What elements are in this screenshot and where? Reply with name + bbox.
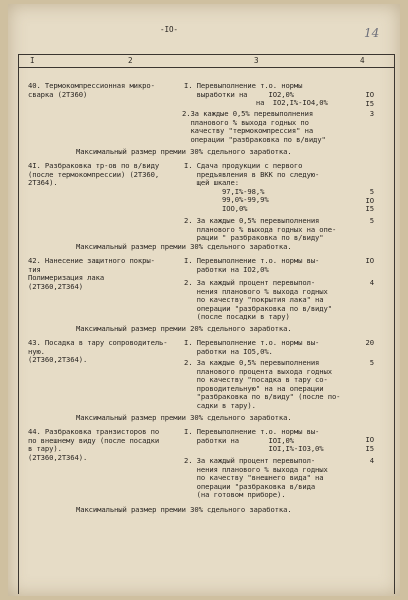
header-bottom-rule [18, 67, 394, 68]
item-41-condition-1: I. Сдача продукции с первого предъявления в ВКК по следую- щей шкале: 97,I%-98,% 99,0%-99,9% IOO,0% [184, 161, 320, 213]
item-40-value-1: IO I5 [365, 90, 374, 108]
item-44-max-premium: Максимальный размер премии 30% сдельного заработка. [76, 505, 292, 514]
item-42-condition-2: 2. За каждый процент перевыпол- нения планового % выхода годных по качеству "покрытия лака" на операции "разбраковка по в/виду" (после посадки в тару) [184, 278, 332, 322]
item-42-max-premium: Максимальный размер премии 20% сдельного заработка. [76, 324, 292, 333]
item-40-condition-2: 2.За каждые 0,5% перевыполнения планового % выхода годных по качеству "термокомпрессия" на операции "разбраковка по в/виду" [182, 109, 326, 144]
item-41-name: 4I. Разбраковка тр-ов по в/виду (после термокомпрессии) (2Т360, 2Т364). [28, 161, 160, 188]
item-41-condition-2: 2. За каждые 0,5% перевыполнения планового % выхода годных на опе- рации " разбраковка по в/виду" [184, 216, 337, 243]
item-40-name: 40. Термокомпрессионная микро- сварка (2Т360) [28, 81, 155, 99]
item-43-condition-1: I. Перевыполнение т.о. нормы вы- работки на IO5,0%. [184, 338, 320, 356]
item-42-name: 42. Нанесение защитного покры- тия Полимеризация лака (2Т360,2Т364) [28, 256, 155, 291]
item-41-value-1: 5 IO I5 [365, 187, 374, 214]
column-header-2: 2 [128, 56, 133, 65]
item-43-name: 43. Посадка в тару сопроводитель- ную. (2Т360,2Т364). [28, 338, 168, 365]
item-43-value-2: 5 [369, 358, 374, 367]
item-40-value-2: 3 [369, 109, 374, 118]
item-40-condition-1: I. Перевыполнение т.о. нормы выработки на IO2,0% на IO2,I%-IO4,0% [184, 81, 328, 108]
item-44-name: 44. Разбраковка транзисторов по по внешнему виду (после посадки в тару). (2Т360,2Т364). [28, 427, 160, 462]
column-divider-right [394, 54, 395, 594]
item-42-value-2: 4 [369, 278, 374, 287]
item-43-condition-2: 2. За каждые 0,5% перевыполнения планового процента выхода годных по качеству "посадка в тару со- проводительную" на на операции "разбраковка по в/виду" (после по- садки в тару). [184, 358, 341, 410]
column-header-3: 3 [254, 56, 259, 65]
document-page [8, 4, 400, 596]
item-41-max-premium: Максимальный размер премии 30% сдельного заработка. [76, 242, 292, 251]
item-41-value-2: 5 [369, 216, 374, 225]
item-40-max-premium: Максимальный размер премии 30% сдельного заработка. [76, 147, 292, 156]
item-42-value-1: IO [365, 256, 374, 265]
column-header-1: I [30, 56, 35, 65]
page-number: -IO- [160, 25, 178, 34]
header-top-rule [18, 54, 394, 55]
item-43-max-premium: Максимальный размер премии 30% сдельного заработка. [76, 413, 292, 422]
item-44-value-2: 4 [369, 456, 374, 465]
item-44-condition-2: 2. За каждый процент перевыпол- нения планового % выхода годных по качеству "внешнего вида" на операции "разбраковка в/вида (на готовом приборе). [184, 456, 328, 500]
item-43-value-1: 20 [365, 338, 374, 347]
item-42-condition-1: I. Перевыполнение т.о. нормы вы- работки на IO2,0% [184, 256, 320, 274]
column-header-4: 4 [360, 56, 365, 65]
item-44-value-1: IO I5 [365, 435, 374, 453]
handwritten-page-number: 14 [364, 26, 380, 40]
column-divider-left [18, 54, 19, 594]
item-44-condition-1: I. Перевыполнение т.о. нормы вы- работки на IOI,0% IOI,I%-IO3,0% [184, 427, 324, 454]
